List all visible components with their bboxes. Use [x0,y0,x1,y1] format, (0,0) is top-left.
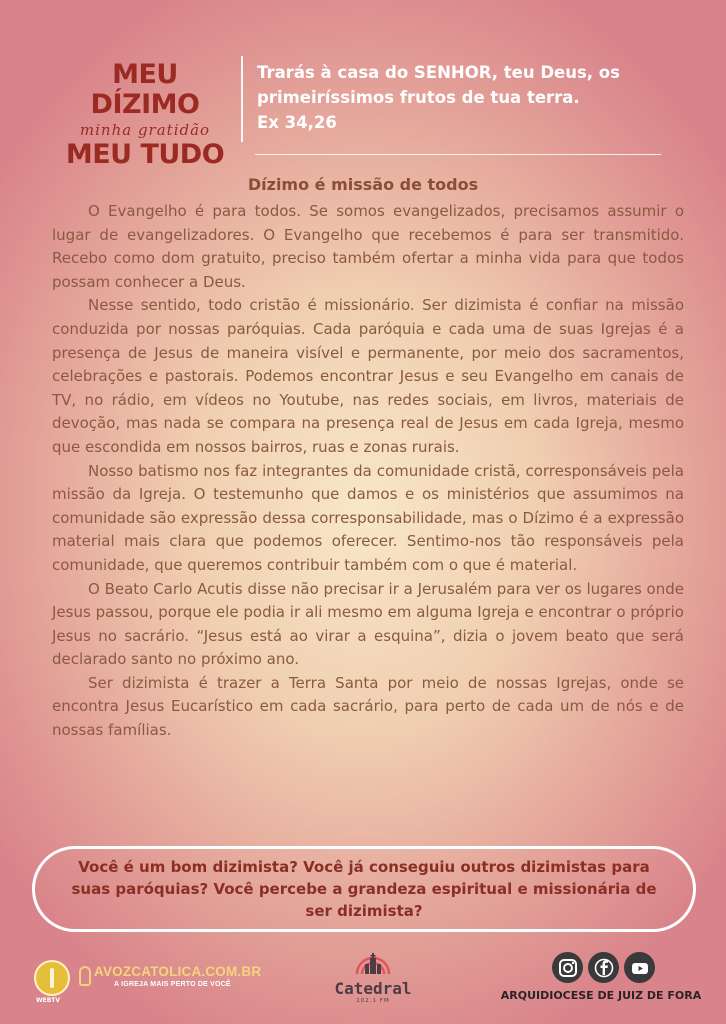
bible-verse [257,60,677,135]
catedral-frequency: 102,1 FM [356,998,390,1004]
callout-text: Você é um bom dizimista? Você já conseguiu outros dizimistas para suas paróquias? Você percebe a grandeza espiritual e missionária de ser dizimista? [71,858,657,920]
social-icons [552,952,662,984]
callout-box [32,846,696,932]
archdiocese-block [500,952,702,1012]
article-paragraph: Ser dizimista é trazer a Terra Santa por meio de nossas Igrejas, onde se encontra Jesus Eucarístico em cada sacrário, para perto de cada um de nós e de nossas famílias. [52,673,684,740]
webtv-label: WEBTV [36,997,61,1004]
logo-line-3: MEU TUDO [65,139,225,170]
avozcatolica-logo[interactable] [34,960,264,1004]
webtv-emblem-icon [34,960,70,996]
verse-reference: Ex 34,26 [257,113,337,132]
article-paragraph: Nosso batismo nos faz integrantes da comunidade cristã, corresponsáveis pela missão da Igreja. O testemunho que damos e os ministérios que assumimos na comunidade são expressão dessa corresponsabilidade, mas o Dízimo é a expressão material mais clara que podemos oferecer. Sentimo-nos tão responsáveis pela comunidade, que queremos contribuir também com o que é material. [52,461,684,574]
instagram-icon[interactable] [552,952,583,983]
article-body [52,200,684,743]
header-horizontal-divider [255,154,661,155]
logo-line-2: minha gratidão [79,121,211,139]
catedral-radio-logo[interactable] [330,950,416,1016]
microphone-icon [79,966,91,986]
cathedral-radio-icon [351,950,395,980]
avozcatolica-name: AVOZCATOLICA.COM.BR [94,964,262,979]
header-vertical-divider [241,56,243,142]
article-paragraph: Nesse sentido, todo cristão é missionário. Ser dizimista é confiar na missão conduzida por nossas paróquias. Cada paróquia e cada uma de suas Igrejas é a presença de Jesus de maneira visível e permanente, por meio dos sacramentos, celebrações e pastorais. Podemos encontrar Jesus e seu Evangelho em canais de TV, no rádio, em vídeos no Youtube, nas redes sociais, em livros, materiais de devoção, mas nada se compara na presença real de Jesus em cada Igreja, mesmo que escondida em nossos bairros, ruas e zonas rurais. [52,296,684,456]
archdiocese-name: ARQUIDIOCESE DE JUIZ DE FORA [500,989,702,1002]
avozcatolica-tagline: A IGREJA MAIS PERTO DE VOCÊ [114,981,231,988]
article-paragraph: O Evangelho é para todos. Se somos evangelizados, precisamos assumir o lugar de evangelizadores. O Evangelho que recebemos é para ser transmitido. Recebo como dom gratuito, preciso também ofertar a minha vida para que todos possam conhecer a Deus. [52,202,684,291]
campaign-logo [56,60,234,170]
youtube-icon[interactable] [624,952,655,983]
article-paragraph: O Beato Carlo Acutis disse não precisar ir a Jerusalém para ver os lugares onde Jesus passou, porque ele podia ir ali mesmo em alguma Igreja e encontrar o próprio Jesus no sacrário. “Jesus está ao virar a esquina”, dizia o jovem beato que será declarado santo no próximo ano. [52,579,684,669]
catedral-name: Catedral [334,979,412,998]
facebook-icon[interactable] [588,952,619,983]
article-title: Dízimo é missão de todos [247,175,479,194]
logo-line-1: MEU DÍZIMO [90,59,200,120]
verse-text: Trarás à casa do SENHOR, teu Deus, os primeiríssimos frutos de tua terra. [257,63,620,107]
